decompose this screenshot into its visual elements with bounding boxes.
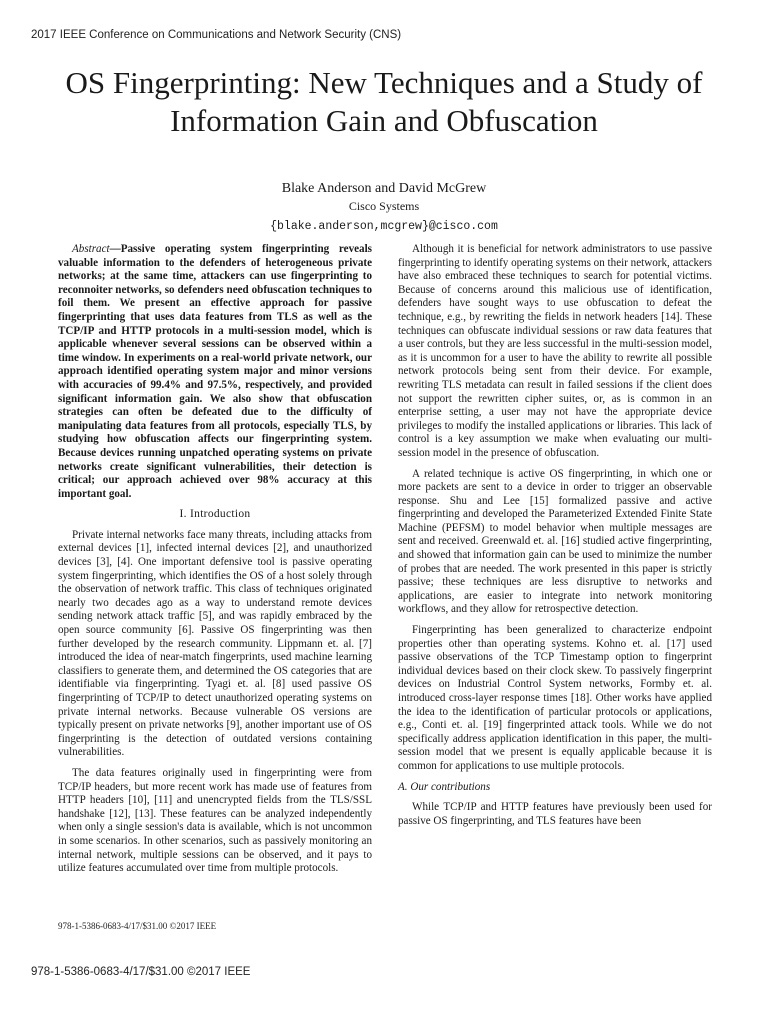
abstract-label: Abstract bbox=[72, 243, 110, 255]
paragraph: A related technique is active OS fingerprinting, in which one or more packets are sent to a device in order to trigger an observable response. Shu and Lee [15] formalized passive and active fingerprinting and developed the Parameterized Extended Finite State Machine (PEFSM) to model behavior when multiple messages are sent and received. Greenwald et. al. [16] studied active fingerprinting, and showed that information gain can be used to minimize the number of probes that are needed. The work presented in this paper is strictly passive; these techniques are less disruptive to networks and applications, are easier to integrate into network monitoring workflows, and they allow for retrospective detection. bbox=[398, 467, 712, 616]
conference-header: 2017 IEEE Conference on Communications and Network Security (CNS) bbox=[31, 29, 402, 41]
author-email bbox=[0, 218, 768, 233]
paper-title-line-1: OS Fingerprinting: New Techniques and a Study of bbox=[65, 65, 703, 100]
right-column bbox=[398, 243, 712, 835]
authors: Blake Anderson and David McGrew bbox=[281, 181, 487, 196]
abstract-text: —Passive operating system fingerprinting reveals valuable information to the defenders of heterogeneous private networks; at the same time, attackers can use fingerprinting to reconnoiter networks, so defenders need obfuscation techniques to foil them. We present an effective approach for passive fingerprinting that uses data features from TLS as well as the TCP/IP and HTTP protocols in a multi-session model, which is applicable whenever several sessions can be observed within a time window. In experiments on a real-world private network, our approach identified operating system major and minor versions with accuracies of 99.4% and 97.5%, respectively, and provided significant information gain. We also show that obfuscation strategies can often be defeated due to the difficulty of manipulating data features from all protocols, especially TLS, by studying how obfuscation affects our fingerprinting system. Because devices running unpatched operating systems on private networks create significant vulnerabilities, their detection is critical; our approach achieved over 98% accuracy at this important goal. bbox=[58, 243, 372, 500]
paragraph: Although it is beneficial for network administrators to use passive fingerprinting to identify operating systems on their network, attackers have also embraced these techniques to search for potential victims. Because of concerns around this malicious use of identification, defenders have sought ways to use obfuscation to defeat the technique, e.g., by rewriting the fields in network headers [14]. These techniques can obfuscate individual sessions or raw data features that a user controls, but they are less successful in the multi-session model, as it is uncommon for a user to have the ability to rewrite all possible network protocols being sent from their device. For example, rewriting TLS metadata can result in failed sessions if the client does not support the rewritten cipher suites, or, as is common in an enterprise setting, a user may not have the appropriate device privileges to modify the installed applications or libraries. This lack of control is a key assumption we make when evaluating our multi-session model in the presence of obfuscation. bbox=[398, 243, 712, 459]
affiliation: Cisco Systems bbox=[348, 199, 420, 213]
left-column bbox=[58, 243, 372, 883]
paragraph: The data features originally used in fingerprinting were from TCP/IP headers, but more recent work has made use of features from HTTP headers [10], [11] and unencrypted fields from the TLS/SSL handshake [12], [13]. These features can be analyzed independently when only a single session's data is available, which is not uncommon in some scenarios. In other scenarios, such as passively monitoring an internal network, multiple sessions can be observed, and it pays to utilize features accumulated over time from multiple protocols. bbox=[58, 766, 372, 875]
paragraph: Fingerprinting has been generalized to characterize endpoint properties other than operating systems. Kohno et. al. [17] used passive observations of the TCP Timestamp option to fingerprint individual devices based on their clock skew. To passively fingerprint devices on Industrial Control System networks, Formby et. al. introduced cross-layer response times [18]. Other works have applied the idea to the identification of particular protocols or applications, e.g., Conti et. al. [19] fingerprinted attack tools. While we do not specifically address application identification in this paper, the multi-session model that we present is equally applicable because it is common for applications to use multiple protocols. bbox=[398, 624, 712, 772]
author-email-text: {blake.anderson,mcgrew}@cisco.com bbox=[270, 220, 498, 233]
abstract bbox=[58, 243, 372, 501]
subsection-heading-contributions: A. Our contributions bbox=[398, 780, 491, 793]
paper-title-line-2: Information Gain and Obfuscation bbox=[170, 103, 598, 138]
paper-title bbox=[0, 64, 768, 140]
page-footer: 978-1-5386-0683-4/17/$31.00 ©2017 IEEE bbox=[31, 966, 251, 978]
paragraph: While TCP/IP and HTTP features have previously been used for passive OS fingerprinting, and TLS features have been bbox=[398, 801, 712, 827]
copyright-notice: 978-1-5386-0683-4/17/$31.00 ©2017 IEEE bbox=[58, 921, 217, 931]
paragraph: Private internal networks face many threats, including attacks from external devices [1], infected internal devices [2], and unauthorized devices [3], [4]. One important defensive tool is passive operating system fingerprinting, which identifies the OS of a host solely through the observation of network traffic. This class of techniques originated nearly two decades ago as a way to understand remote devices sending network attack traffic [5], and was rapidly embraced by the open source community [6]. Passive OS fingerprinting was then further developed by the research community. Lippmann et. al. [7] introduced the idea of near-match fingerprints, used machine learning classifiers to generate them, and determined the OS categories that are identifiable via fingerprinting. Tyagi et. al. [8] used passive OS fingerprinting of TCP/IP to detect unauthorized operating systems on private internal networks. Because vulnerable OS versions are typically present on private networks [9], another important use of OS fingerprinting is the detection of outdated versions containing vulnerabilities. bbox=[58, 528, 372, 759]
section-heading-introduction: I. Introduction bbox=[179, 508, 251, 521]
